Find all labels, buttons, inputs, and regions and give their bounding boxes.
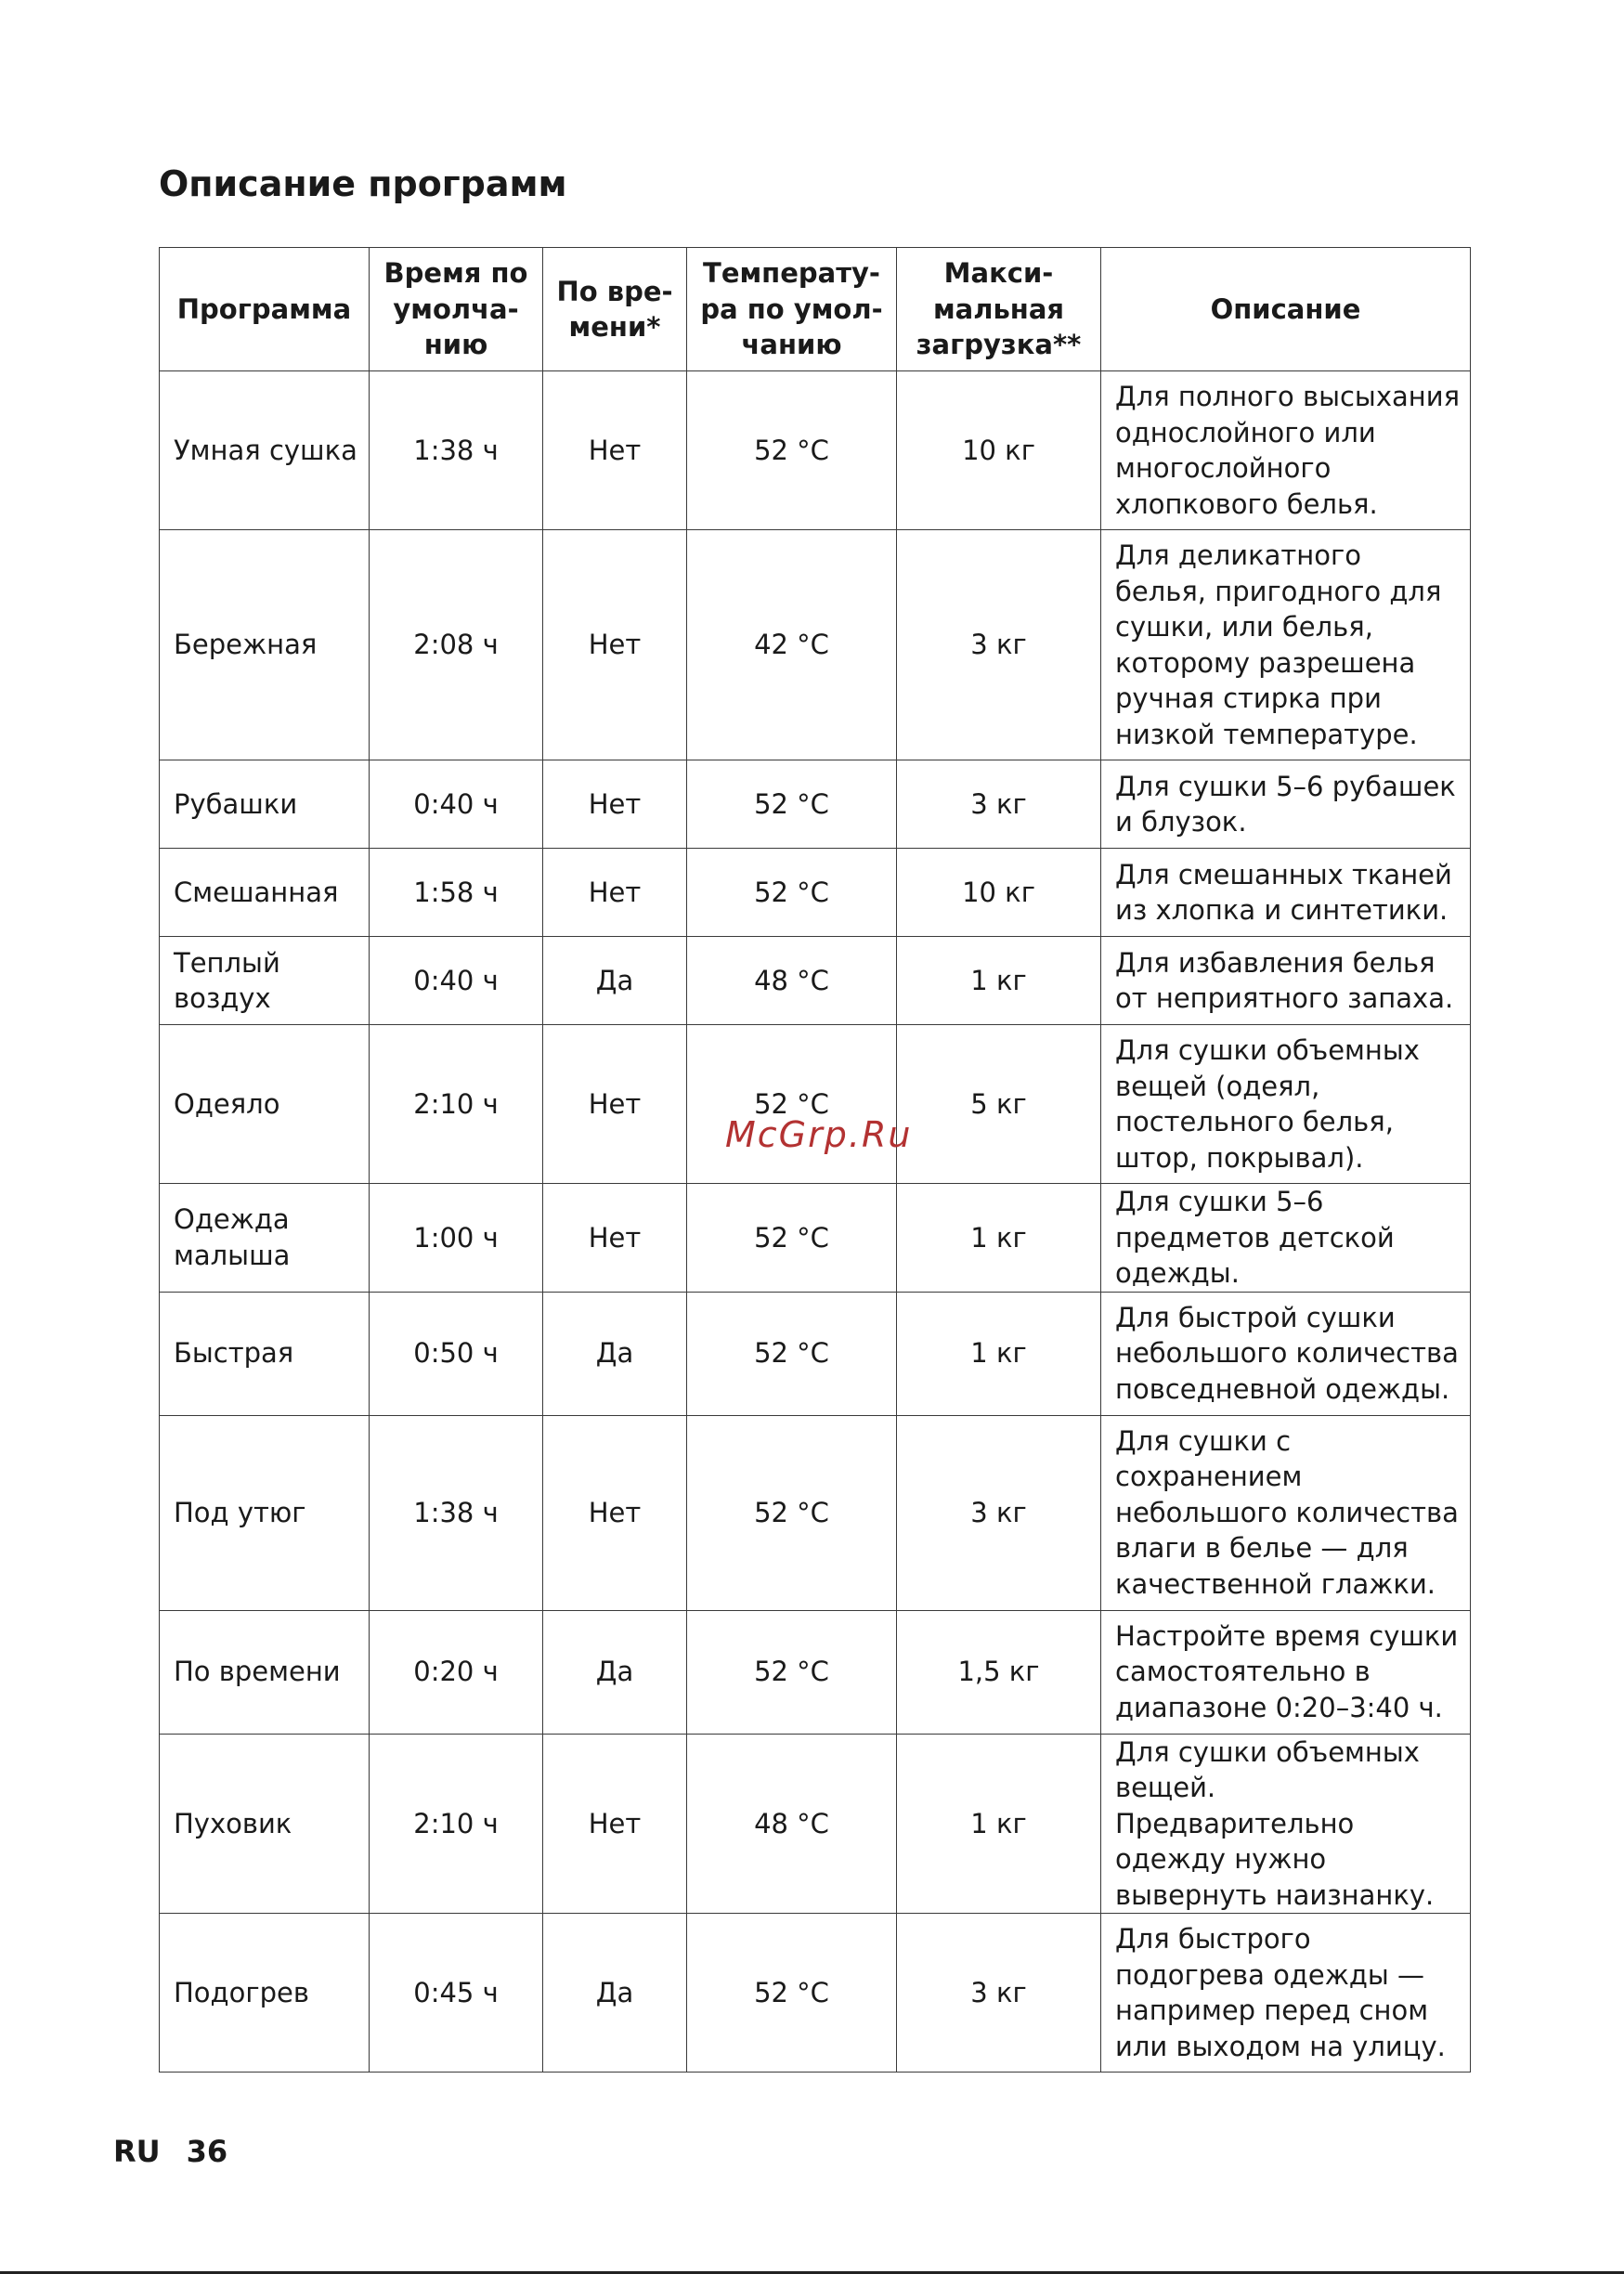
header-description: Описание bbox=[1101, 248, 1471, 371]
program-name: Пуховик bbox=[160, 1734, 370, 1914]
timed-flag: Да bbox=[543, 1610, 687, 1734]
timed-flag: Нет bbox=[543, 1415, 687, 1610]
max-load: 1 кг bbox=[897, 1184, 1101, 1293]
default-time: 1:00 ч bbox=[370, 1184, 543, 1293]
default-time: 2:08 ч bbox=[370, 530, 543, 760]
max-load: 3 кг bbox=[897, 530, 1101, 760]
program-name: Рубашки bbox=[160, 760, 370, 849]
max-load: 10 кг bbox=[897, 849, 1101, 937]
program-name: Быстрая bbox=[160, 1292, 370, 1415]
table-row bbox=[160, 760, 1471, 849]
header-max-load: Макси-мальная загрузка** bbox=[897, 248, 1101, 371]
default-temp: 52 °C bbox=[687, 1025, 897, 1184]
table-row bbox=[160, 849, 1471, 937]
timed-flag: Нет bbox=[543, 371, 687, 530]
default-temp: 42 °C bbox=[687, 530, 897, 760]
default-temp: 52 °C bbox=[687, 371, 897, 530]
default-temp: 52 °C bbox=[687, 1914, 897, 2073]
max-load: 1 кг bbox=[897, 937, 1101, 1025]
table-row bbox=[160, 1025, 1471, 1184]
program-description: Для полного высыхания однослойного или многослойного хлопкового белья. bbox=[1101, 371, 1471, 530]
timed-flag: Да bbox=[543, 1914, 687, 2073]
table-row bbox=[160, 1914, 1471, 2073]
default-temp: 52 °C bbox=[687, 760, 897, 849]
program-name: Теплый воздух bbox=[160, 937, 370, 1025]
default-time: 1:38 ч bbox=[370, 1415, 543, 1610]
max-load: 10 кг bbox=[897, 371, 1101, 530]
program-name: Умная сушка bbox=[160, 371, 370, 530]
program-description: Для избавления белья от неприятного запаха. bbox=[1101, 937, 1471, 1025]
page-number: 36 bbox=[186, 2134, 228, 2169]
page-footer bbox=[113, 2134, 227, 2169]
timed-flag: Нет bbox=[543, 1184, 687, 1293]
max-load: 5 кг bbox=[897, 1025, 1101, 1184]
default-time: 1:38 ч bbox=[370, 371, 543, 530]
max-load: 1,5 кг bbox=[897, 1610, 1101, 1734]
program-description: Для сушки 5–6 рубашек и блузок. bbox=[1101, 760, 1471, 849]
header-timed: По вре-мени* bbox=[543, 248, 687, 371]
table-row bbox=[160, 1734, 1471, 1914]
table-header-row bbox=[160, 248, 1471, 371]
default-temp: 48 °C bbox=[687, 1734, 897, 1914]
watermark: McGrp.Ru bbox=[725, 1114, 913, 1155]
timed-flag: Нет bbox=[543, 760, 687, 849]
default-time: 2:10 ч bbox=[370, 1025, 543, 1184]
default-time: 1:58 ч bbox=[370, 849, 543, 937]
program-description: Для сушки объемных вещей. Предварительно одежду нужно вывернуть наизнанку. bbox=[1101, 1734, 1471, 1914]
program-name: Под утюг bbox=[160, 1415, 370, 1610]
program-name: Смешанная bbox=[160, 849, 370, 937]
program-description: Для сушки объемных вещей (одеял, постельного белья, штор, покрывал). bbox=[1101, 1025, 1471, 1184]
default-temp: 52 °C bbox=[687, 849, 897, 937]
default-temp: 52 °C bbox=[687, 1610, 897, 1734]
programs-table bbox=[159, 247, 1471, 2073]
program-name: Одежда малыша bbox=[160, 1184, 370, 1293]
program-description: Для быстрой сушки небольшого количества повседневной одежды. bbox=[1101, 1292, 1471, 1415]
timed-flag: Нет bbox=[543, 530, 687, 760]
timed-flag: Да bbox=[543, 937, 687, 1025]
default-time: 0:45 ч bbox=[370, 1914, 543, 2073]
program-description: Настройте время сушки самостоятельно в диапазоне 0:20–3:40 ч. bbox=[1101, 1610, 1471, 1734]
timed-flag: Нет bbox=[543, 1025, 687, 1184]
default-time: 0:40 ч bbox=[370, 937, 543, 1025]
default-time: 2:10 ч bbox=[370, 1734, 543, 1914]
header-program: Программа bbox=[160, 248, 370, 371]
table-row bbox=[160, 530, 1471, 760]
default-time: 0:20 ч bbox=[370, 1610, 543, 1734]
max-load: 1 кг bbox=[897, 1734, 1101, 1914]
language-code: RU bbox=[113, 2134, 161, 2169]
page-title: Описание программ bbox=[159, 163, 567, 204]
program-name: Бережная bbox=[160, 530, 370, 760]
header-default-temp: Температу-ра по умол-чанию bbox=[687, 248, 897, 371]
max-load: 3 кг bbox=[897, 1415, 1101, 1610]
program-name: Одеяло bbox=[160, 1025, 370, 1184]
default-temp: 48 °C bbox=[687, 937, 897, 1025]
max-load: 1 кг bbox=[897, 1292, 1101, 1415]
table-row bbox=[160, 937, 1471, 1025]
table-row bbox=[160, 1415, 1471, 1610]
default-time: 0:50 ч bbox=[370, 1292, 543, 1415]
program-description: Для сушки с сохранением небольшого количества влаги в белье — для качественной глажки. bbox=[1101, 1415, 1471, 1610]
default-temp: 52 °C bbox=[687, 1415, 897, 1610]
default-time: 0:40 ч bbox=[370, 760, 543, 849]
program-description: Для быстрого подогрева одежды — например перед сном или выходом на улицу. bbox=[1101, 1914, 1471, 2073]
table-row bbox=[160, 1292, 1471, 1415]
program-description: Для деликатного белья, пригодного для сушки, или белья, которому разрешена ручная стирка при низкой температуре. bbox=[1101, 530, 1471, 760]
program-description: Для сушки 5–6 предметов детской одежды. bbox=[1101, 1184, 1471, 1293]
max-load: 3 кг bbox=[897, 1914, 1101, 2073]
program-name: По времени bbox=[160, 1610, 370, 1734]
timed-flag: Нет bbox=[543, 849, 687, 937]
program-description: Для смешанных тканей из хлопка и синтетики. bbox=[1101, 849, 1471, 937]
max-load: 3 кг bbox=[897, 760, 1101, 849]
table-row bbox=[160, 1610, 1471, 1734]
header-default-time: Время по умолча-нию bbox=[370, 248, 543, 371]
table-row bbox=[160, 371, 1471, 530]
table-row bbox=[160, 1184, 1471, 1293]
timed-flag: Да bbox=[543, 1292, 687, 1415]
default-temp: 52 °C bbox=[687, 1184, 897, 1293]
timed-flag: Нет bbox=[543, 1734, 687, 1914]
default-temp: 52 °C bbox=[687, 1292, 897, 1415]
program-name: Подогрев bbox=[160, 1914, 370, 2073]
